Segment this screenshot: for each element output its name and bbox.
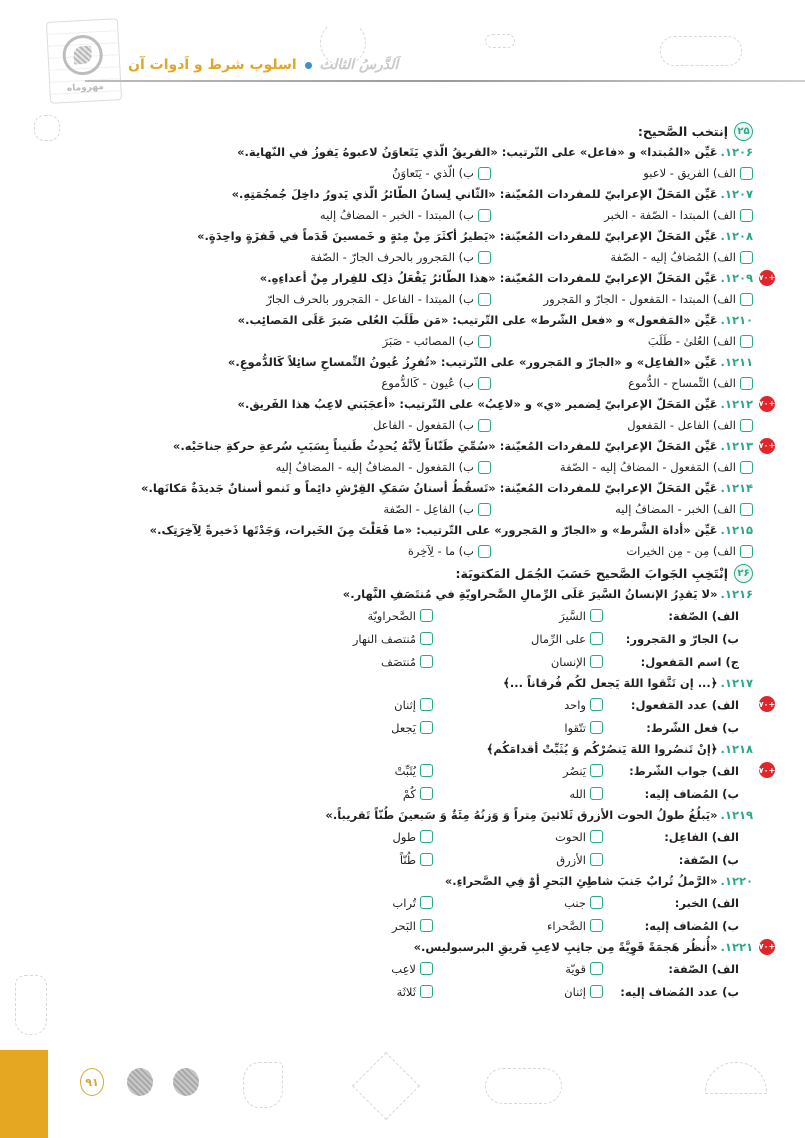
checkbox[interactable] [740,251,753,264]
question-text: ﴿إنْ تَنصُروا اللهَ يَنصُرْكُم وَ يُثَبِّتْ أقدامَكُم﴾ [486,742,718,756]
question [40,739,753,759]
option-a[interactable] [491,376,753,390]
section-header [40,562,753,584]
answer-row [40,980,753,1003]
option-c2[interactable] [403,787,433,801]
checkbox[interactable] [740,503,753,516]
question-number: ۱۲۱۳. [720,439,753,453]
option-a[interactable] [491,502,753,516]
option-text: ب) ما - لِآخِرة [407,544,474,558]
option-text: كُمْ [402,786,416,801]
option-b[interactable] [381,376,491,390]
question [40,673,753,693]
checkbox[interactable] [420,609,433,622]
section-number: ۲۶ [734,564,753,583]
checkbox[interactable] [420,896,433,909]
option-c1[interactable] [433,764,603,778]
option-c2[interactable] [367,609,433,623]
option-text: مُنتصف النهار [352,631,416,646]
answer-row [40,957,753,980]
question [40,310,753,330]
checkbox[interactable] [740,377,753,390]
calligraphy-doodle-icon [485,1068,562,1104]
option-a[interactable] [491,418,753,432]
question [40,268,776,288]
answer-options [40,540,753,562]
answer-options [40,204,753,226]
answer-row [40,650,753,673]
logo-emblem-icon [62,34,104,76]
option-text: ب) الّذي - يَتَعاوَنُ [392,166,474,180]
option-text: جنب [564,895,586,910]
option-text: ب) المَفعول - الفاعل [372,418,474,432]
question [40,478,753,498]
option-c2[interactable] [393,830,433,844]
checkbox[interactable] [478,167,491,180]
row-label: الف) الصّفة: [668,608,739,623]
option-c2[interactable] [400,853,433,867]
option-c2[interactable] [391,962,433,976]
checkbox[interactable] [590,655,603,668]
option-c1[interactable] [433,698,603,712]
checkbox[interactable] [420,698,433,711]
answer-row [40,825,753,848]
option-text: على الرِّمال [531,631,586,646]
answer-row [40,716,753,739]
calligraphy-doodle-icon [243,1062,283,1108]
option-c2[interactable] [395,764,433,778]
bonus-badge: +۷۰ [759,438,775,454]
option-c2[interactable] [392,919,433,933]
option-text: تتّقوا [564,720,586,735]
logo-text: مهروماه [66,82,105,94]
row-label: الف) الصّفة: [668,961,739,976]
option-text: الف) الفريق - لاعبو [643,166,736,180]
question [40,520,753,540]
checkbox[interactable] [590,896,603,909]
answer-row [40,604,753,627]
option-text: قويّة [565,961,586,976]
option-text: ب) عُيون - كَالدُّموع [381,376,474,390]
checkbox[interactable] [420,632,433,645]
option-text: الف) العُلىٰ - طَلَبَ [647,334,736,348]
question [40,805,753,825]
option-text: يُثَبِّتْ [394,763,416,778]
option-c1[interactable] [433,853,603,867]
question-number: ۱۲۱۹. [720,808,753,822]
exercise-content [40,120,776,1003]
question [40,226,753,246]
checkbox[interactable] [740,293,753,306]
option-c2[interactable] [397,985,433,999]
question [40,142,753,162]
option-text: الف) الخبر - المضافُ إليه [615,502,736,516]
option-a[interactable] [491,208,753,222]
option-text: الف) مِن - مِن الخيرات [626,544,736,558]
option-a[interactable] [491,292,753,306]
question-text: عَيِّن المَحَلّ الإعرابيّ للمفردات المُعيّنة: «الثّاني لِسانُ الطّائرُ الّذي يَدورُ داخِلَ جُمجُمَتِهِ.» [231,187,718,201]
option-c1[interactable] [433,632,603,646]
question-number: ۱۲۱۶. [720,587,753,601]
section-title: إنْتَخِبِ الجَوابَ الصَّحيح حَسَبَ الجُمَل المَكتوبَة: [455,565,728,581]
question-number: ۱۲۰۷. [720,187,753,201]
checkbox[interactable] [478,293,491,306]
option-text: ب) المبتدا - الفاعل - المَجرور بالحرف الجارّ [266,292,474,306]
question [40,352,753,372]
option-text: الف) التِّمساح - الدُّموع [628,376,736,390]
question [40,937,776,957]
checkbox[interactable] [590,632,603,645]
question [40,436,776,456]
question-text: «لا يَقدِرُ الإنسانُ السَّيرَ عَلَى الرِّمالِ الصَّحراويّةِ في مُنتَصَفِ النَّهار.» [342,587,718,601]
option-text: واحد [564,697,586,712]
option-text: مُنتصَف [381,654,416,669]
option-b[interactable] [266,292,491,306]
checkbox[interactable] [420,830,433,843]
option-c1[interactable] [433,721,603,735]
row-label: ب) فعل الشّرط: [646,720,739,735]
checkbox[interactable] [420,919,433,932]
question-number: ۱۲۱۲. [720,397,753,411]
option-c1[interactable] [433,985,603,999]
option-text: ب) المصائب - صَبَرَ [382,334,474,348]
question-number: ۱۲۱۷. [720,676,753,690]
option-b[interactable] [310,250,491,264]
bonus-badge: +۷۰ [759,939,775,955]
checkbox[interactable] [420,985,433,998]
checkbox[interactable] [420,721,433,734]
option-text: الف) المبتدا - المَفعول - الجارّ و المَجرور [543,292,736,306]
question-text: «أُنظُر هَجمَةً قَوِيَّةً مِن جانِبِ لاعِبِ فَريقِ البرسبوليس.» [413,940,718,954]
header-divider [85,80,805,82]
bullet-dot-icon [305,62,312,69]
option-b[interactable] [408,544,491,558]
option-text: لاعِب [391,961,416,976]
lesson-label: اَلدَّرسُ الثالث [319,57,399,73]
checkbox[interactable] [590,919,603,932]
checkbox[interactable] [740,419,753,432]
question [40,871,753,891]
option-text: الصَّحراء [546,918,586,933]
option-text: ب) المَجرور بالحرف الجارّ - الصّفة [310,250,474,264]
checkbox[interactable] [478,461,491,474]
option-text: ب) الفاعِل - الصّفة [383,502,474,516]
option-text: البَحر [392,918,416,933]
checkbox[interactable] [478,377,491,390]
checkbox[interactable] [478,251,491,264]
question-number: ۱۲۱۸. [720,742,753,756]
beads-illustration-icon [485,34,515,48]
section-number: ۲۵ [734,122,753,141]
option-c2[interactable] [381,655,433,669]
checkbox[interactable] [420,655,433,668]
question-text: عَيِّن المَحَلّ الإعرابيّ لِضمير «ي» و «لاعِبُ» على التّرتيب: «أعجَبَني لاعِبُ هذا الفَريق.» [237,397,718,411]
answer-row [40,848,753,871]
question-text: عَيِّن المَحَلّ الإعرابيّ للمفردات المُعيّنة: «هذا الطّائرُ يَفْعَلُ ذلِک للفِرار مِنْ أعداءِهِ.» [259,271,718,285]
checkbox[interactable] [478,545,491,558]
question-number: ۱۲۰۹. [720,271,753,285]
answer-options [40,246,753,268]
glasses-illustration-icon [660,36,742,66]
section-header [40,120,753,142]
answer-row [40,891,753,914]
star-pattern-icon [352,1052,420,1120]
bonus-badge: +۷۰ [759,270,775,286]
decorative-dot-icon [173,1068,199,1096]
chapter-header [128,57,398,73]
option-c1[interactable] [433,655,603,669]
checkbox[interactable] [478,335,491,348]
question-text: «يَبلُغُ طولُ الحوت الأزرق ثَلاثينَ مِتراً وَ وَزنُهُ مِئَةٌ وَ سَبعينَ طُنّاً تَقريباً.» [325,808,718,822]
question-text: عَيِّن المَحَلّ الإعرابيّ للمفردات المُعيّنة: «يَطيرُ أكثَرَ مِنْ مِئةٍ و خَمسينَ قَدَماً في قَفزَةٍ واحِدَةٍ.» [197,229,718,243]
option-text: يَنصُر [563,763,586,778]
checkbox[interactable] [590,962,603,975]
option-text: يَجعل [391,720,416,735]
option-b[interactable] [320,208,491,222]
option-text: طول [392,829,416,844]
checkbox[interactable] [420,853,433,866]
option-c2[interactable] [353,632,433,646]
checkbox[interactable] [478,503,491,516]
lesson-topic: اسلوب شرط و اَدوات آن [128,57,297,73]
checkbox[interactable] [740,545,753,558]
option-text: إثنان [394,697,416,712]
option-text: ب) المَفعول - المضافُ إليه - المضافُ إليه [275,460,474,474]
answer-row [40,627,753,650]
answer-options [40,372,753,394]
question [40,394,776,414]
option-text: ثَلاثَة [396,984,416,999]
option-a[interactable] [491,250,753,264]
question-number: ۱۲۱۱. [720,355,753,369]
row-label: ج) اسم المَفعول: [640,654,739,669]
question-number: ۱۲۲۰. [720,874,753,888]
bonus-badge: +۷۰ [759,762,775,778]
option-c1[interactable] [433,896,603,910]
option-a[interactable] [491,334,753,348]
option-c2[interactable] [392,896,433,910]
checkbox[interactable] [590,830,603,843]
option-c2[interactable] [391,721,433,735]
question-text: «الرَّملُ تُرابٌ جَنبَ شاطِئِ البَحرِ أوْ فِي الصَّحراءِ.» [444,874,718,888]
option-text: الف) المبتدا - الصّفة - الخبر [604,208,736,222]
checkbox[interactable] [590,721,603,734]
checkbox[interactable] [420,764,433,777]
question-number: ۱۲۲۱. [720,940,753,954]
question-text: عَيِّن «المَفعول» و «فعل الشّرط» على التّرتيب: «مَن طَلَبَ العُلى صَبرَ عَلَى المَصائِب.» [237,313,718,327]
bonus-badge: +۷۰ [759,396,775,412]
question-number: ۱۲۱۴. [720,481,753,495]
option-a[interactable] [491,460,753,474]
question [40,584,753,604]
question-text: عَيِّن «أداة الشَّرط» و «الجارّ و المَجرور» على التّرتيب: «ما فَعَلْتَ مِنَ الخَيرات، وَجَدْتَها ذَخيرةً لِآخِرَتِک.» [149,523,718,537]
option-b[interactable] [383,502,491,516]
option-b[interactable] [392,166,491,180]
option-text: الف) الفاعل - المَفعول [627,418,736,432]
option-c2[interactable] [394,698,433,712]
option-text: الف) المُضافُ إليه - الصّفة [610,250,736,264]
question-text: ﴿... إن تَتَّقوا اللهَ يَجعل لكُم فُرقاناً ...﴾ [503,676,718,690]
answer-row [40,914,753,937]
publisher-logo [46,18,122,104]
page-edge-tab [0,1050,48,1138]
option-text: الصَّحراويّة [367,608,416,623]
option-c1[interactable] [433,919,603,933]
checkbox[interactable] [740,461,753,474]
option-text: الأزرق [556,852,586,867]
option-text: تُراب [392,895,416,910]
umbrella-illustration-icon [705,1062,767,1094]
option-text: السَّيرَ [559,608,586,623]
question-number: ۱۲۰۸. [720,229,753,243]
row-label: ب) عدد المُضاف إليه: [620,984,739,999]
option-c1[interactable] [433,830,603,844]
bonus-badge: +۷۰ [759,696,775,712]
answer-row [40,782,753,805]
row-label: الف) عدد المَفعول: [630,697,739,712]
checkbox[interactable] [590,609,603,622]
row-label: الف) الخبر: [674,895,739,910]
answer-options [40,456,753,478]
option-text: الله [569,786,586,801]
answer-options [40,162,753,184]
checkbox[interactable] [420,962,433,975]
checkbox[interactable] [590,698,603,711]
option-b[interactable] [276,460,491,474]
question-text: عَيِّن المَحَلّ الإعرابيّ للمفردات المُعيّنة: «سُمِّيَ طَنّاناً لِأنَّهُ يُحدِثُ طَنيناً بِسَبَبِ سُرعةِ حركةِ جناحَيْه.» [172,439,718,453]
row-label: ب) المُضاف إليه: [644,786,739,801]
option-text: الف) المَفعول - المضافُ إليه - الصّفة [559,460,736,474]
question-text: عَيِّن «الفاعِل» و «الجارّ و المَجرور» على التّرتيب: «تُفرِزُ عُيونُ التِّمساحِ سائِلاً كَالدُّموعِ.» [227,355,718,369]
option-c1[interactable] [433,609,603,623]
section-title: إنتخب الصَّحيح: [637,123,728,139]
option-a[interactable] [491,166,753,180]
question-number: ۱۲۱۵. [720,523,753,537]
option-text: إثنان [564,984,586,999]
answer-options [40,288,753,310]
row-label: ب) المُضاف إليه: [644,918,739,933]
checkbox[interactable] [420,787,433,800]
checkbox[interactable] [740,209,753,222]
option-text: الإنسان [550,654,586,669]
option-c1[interactable] [433,962,603,976]
checkbox[interactable] [478,209,491,222]
question [40,184,753,204]
page-number: ۹۱ [80,1068,104,1096]
option-text: طُنّاً [399,852,416,867]
decorative-dot-icon [127,1068,153,1096]
answer-row [40,693,776,716]
row-label: ب) الجارّ و المَجرور: [625,631,739,646]
option-a[interactable] [491,544,753,558]
checkbox[interactable] [740,335,753,348]
checkbox[interactable] [590,764,603,777]
answer-row [40,759,776,782]
option-b[interactable] [383,334,491,348]
question-number: ۱۲۰۶. [720,145,753,159]
question-number: ۱۲۱۰. [720,313,753,327]
option-c1[interactable] [433,787,603,801]
question-text: عَيِّن «المُبتدا» و «فاعل» على التّرتيب: «الفريقُ الّذي يَتَعاوَنُ لاعبوهُ يَفوزُ في النّهاية.» [237,145,718,159]
checkbox[interactable] [590,985,603,998]
option-b[interactable] [373,418,491,432]
option-text: الحوت [555,829,586,844]
checkbox[interactable] [590,853,603,866]
answer-options [40,330,753,352]
answer-options [40,414,753,436]
checkbox[interactable] [740,167,753,180]
checkbox[interactable] [478,419,491,432]
row-label: الف) جواب الشّرط: [629,763,739,778]
question-text: عَيِّن المَحَلّ الإعرابيّ للمفردات المُعيّنة: «تَسقُطُ أسنانُ سَمَکِ القِرْشِ دائِماً و تَنمو أسنانٌ جَديدَةٌ مَكانَها.» [141,481,718,495]
row-label: ب) الصّفة: [678,852,739,867]
checkbox[interactable] [590,787,603,800]
option-text: ب) المبتدا - الخبر - المضافُ إليه [319,208,474,222]
row-label: الف) الفاعِل: [664,829,739,844]
answer-options [40,498,753,520]
